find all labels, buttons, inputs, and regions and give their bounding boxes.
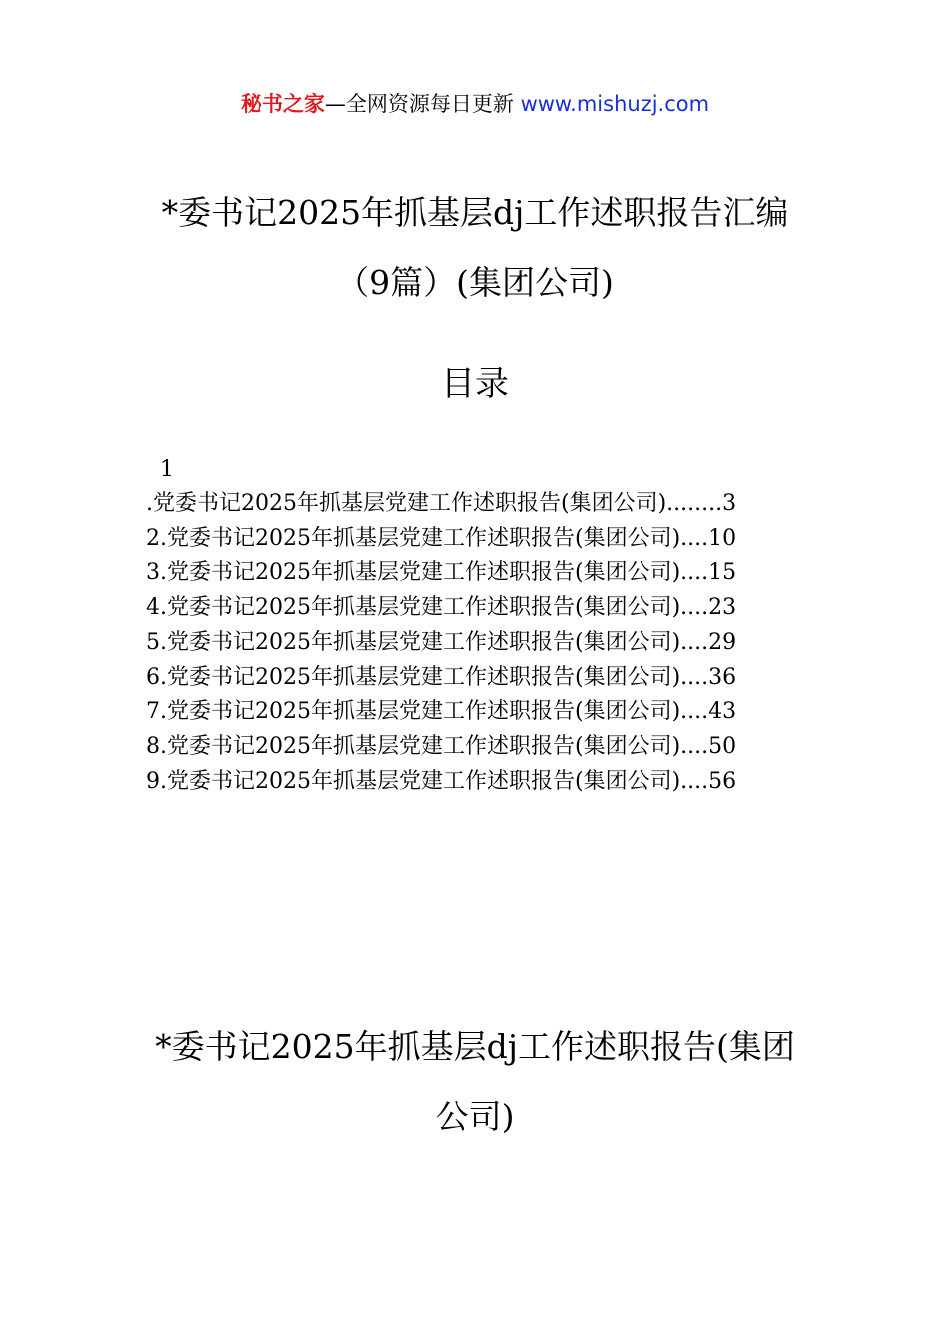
brand-name: 秘书之家	[240, 92, 325, 116]
toc-item[interactable]: 7.党委书记2025年抓基层党建工作述职报告(集团公司)....43	[146, 699, 737, 725]
slogan: —全网资源每日更新	[324, 92, 521, 116]
document-title: *委书记2025年抓基层dj工作述职报告汇编（9篇）(集团公司)	[161, 193, 789, 302]
site-header	[0, 88, 950, 120]
toc-item[interactable]: 3.党委书记2025年抓基层党建工作述职报告(集团公司)....15	[146, 560, 737, 586]
site-link[interactable]: www.mishuzj.com	[520, 92, 710, 116]
section-title: *委书记2025年抓基层dj工作述职报告(集团公司)	[155, 1027, 795, 1136]
toc-item[interactable]: 9.党委书记2025年抓基层党建工作述职报告(集团公司)....56	[146, 768, 737, 794]
toc-item[interactable]: 5.党委书记2025年抓基层党建工作述职报告(集团公司)....29	[146, 629, 737, 655]
toc-item[interactable]: 8.党委书记2025年抓基层党建工作述职报告(集团公司)....50	[146, 733, 737, 759]
toc-item-number: 1	[160, 457, 174, 482]
toc-item[interactable]: 6.党委书记2025年抓基层党建工作述职报告(集团公司)....36	[146, 664, 737, 690]
table-of-contents	[146, 487, 826, 799]
toc-item[interactable]: 4.党委书记2025年抓基层党建工作述职报告(集团公司)....23	[146, 595, 737, 621]
toc-heading: 目录	[441, 364, 509, 404]
toc-item[interactable]: .党委书记2025年抓基层党建工作述职报告(集团公司)........3	[146, 491, 737, 516]
toc-item[interactable]: 2.党委书记2025年抓基层党建工作述职报告(集团公司)....10	[146, 525, 737, 551]
